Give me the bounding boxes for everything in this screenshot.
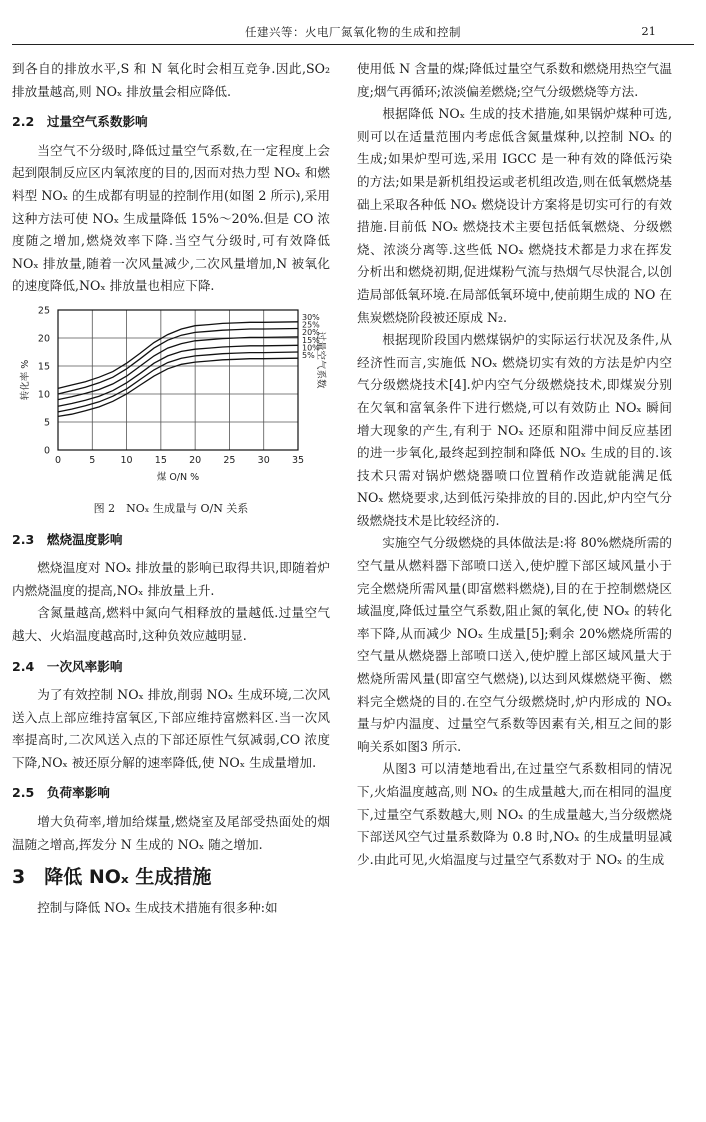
figure-2-caption: 图 2 NOₓ 生成量与 O/N 关系 [93, 501, 249, 515]
x-tick-label: 35 [291, 454, 305, 466]
x-tick-label: 10 [120, 454, 133, 466]
y-tick-label: 5 [43, 417, 50, 429]
series-line-15pct [58, 345, 298, 406]
section-2-4-heading: 2.4 一次风率影响 [12, 658, 123, 674]
x-axis-label: 煤 O/N % [156, 471, 200, 483]
paragraph: 燃烧温度对 NOₓ 排放量的影响已取得共识,即随着炉内燃烧温度的提高,NOₓ 排放量上升. [12, 560, 330, 598]
paragraph: 含氮量越高,燃料中氮向气相释放的量越低.过量空气越大、火焰温度越高时,这种负效应越明显. [12, 605, 330, 643]
running-header [0, 0, 706, 44]
paragraph: 控制与降低 NOₓ 生成技术措施有很多种:如 [37, 899, 278, 915]
paragraph: 当空气不分级时,降低过量空气系数,在一定程度上会起到限制反应区内氧浓度的目的,因而对热力型 NOₓ 和燃料型 NOₓ 的生成都有明显的控制作用(如图 2 所示),采用这种方法可使 NOₓ 生成量降低 15%～20%.但是 CO 浓度随之增加,燃烧效率下降.当空气分级时,可有效降低 NOₓ 排放量,随着一次风量减少,二次风量增加,N 被氧化的速度降低,NOₓ 排放量也相应下降. [12, 142, 330, 294]
legend-label: 5% [302, 350, 315, 360]
paragraph: 实施空气分级燃烧的具体做法是:将 80%燃烧所需的空气量从燃料器下部喷口送入,使炉膛下部区域风量小于完全燃烧所需风量(即富燃料燃烧),目的在于控制燃烧区域温度,降低过量空气系数,阻止氮的氧化,使 NOₓ 的转化率下降,从而减少 NOₓ 生成量[5];剩余 20%燃烧所需的空气量从燃烧器上部喷口送入,使炉膛上部区域风量大于燃烧所需风量(即富空气燃烧),以达到风煤燃烧平衡、燃料完全燃烧的目的.在空气分级燃烧时,炉内形成的 NOₓ 量与炉内温度、过量空气系数等因素有关,相互之间的影响关系如图3 所示. [357, 535, 672, 754]
series-line-10pct [58, 352, 298, 412]
header-title: 任建兴等：火电厂氮氧化物的生成和控制 [245, 25, 461, 39]
right-column [357, 58, 672, 871]
section-2-5-heading: 2.5 负荷率影响 [12, 785, 110, 801]
section-3-heading: 3 降低 NOₓ 生成措施 [12, 866, 212, 889]
figure-2 [12, 304, 330, 494]
x-tick-label: 25 [223, 454, 236, 466]
header-rule [12, 44, 694, 45]
paragraph: 为了有效控制 NOₓ 排放,削弱 NOₓ 生成环境,二次风送入点上部应维持富氧区,下部应维持富燃料区.当一次风率提高时,二次风送入点的下部还原性气氛减弱,CO 浓度下降,NOₓ 被还原分解的速率降低,使 NOₓ 生成量增加. [12, 687, 330, 770]
left-column [12, 58, 330, 919]
paragraph: 使用低 N 含量的煤;降低过量空气系数和燃烧用热空气温度;烟气再循环;浓淡偏差燃烧;空气分级燃烧等方法. [357, 61, 672, 99]
paragraph: 根据现阶段国内燃煤锅炉的实际运行状况及条件,从经济性而言,实施低 NOₓ 燃烧切实有效的方法是炉内空气分级燃烧技术[4].炉内空气分级燃烧技术,即煤炭分别在欠氧和富氧条件下进行燃烧,可以有效防止 NOₓ 瞬间增大现象的产生,有利于 NOₓ 还原和阻滞中间反应基团的进一步氧化,最终起到控制和降低 NOₓ 生成的目的.该技术只需对锅炉燃烧器喷口位置稍作改造就能满足低 NOₓ 燃烧要求,达到低污染排放的目的.因此,炉内空气分级燃烧技术是比较经济的. [357, 332, 672, 528]
y-axis-label: 转化率 % [20, 359, 31, 401]
x-tick-label: 20 [189, 454, 202, 466]
y-tick-label: 20 [37, 333, 50, 345]
right-axis-label: 过量空气系数 [315, 331, 326, 389]
legend-label: 30% [302, 312, 320, 322]
paragraph: 增大负荷率,增加给煤量,燃烧室及尾部受热面处的烟温随之增高,挥发分 N 生成的 NOₓ 随之增加. [12, 814, 330, 852]
x-tick-label: 0 [54, 454, 62, 466]
page-number: 21 [641, 24, 656, 38]
series-line-5pct [58, 358, 298, 416]
paragraph: 根据降低 NOₓ 生成的技术措施,如果锅炉煤种可选,则可以在适量范围内考虑低含氮量煤种,以控制 NOₓ 的生成;如果炉型可选,采用 IGCC 是一种有效的降低污染的方法;如果是新机组投运或老机组改造,则在低氧燃烧基础上采取各种低 NOₓ 燃烧设计方案将是切实可行的有效措施.目前低 NOₓ 燃烧技术主要包括低氧燃烧、分级燃烧、浓淡分离等.这些低 NOₓ 燃烧技术都是力求在挥发分析出和燃烧初期,促进煤粉气流与热烟气尽快混合,以创造局部低氧环境.在局部低氧环境中,使前期生成的 NO 在焦炭燃烧阶段被还原成 N₂. [357, 106, 672, 325]
legend-label: 25% [302, 320, 320, 330]
legend-label: 20% [302, 328, 320, 338]
paragraph: 到各自的排放水平,S 和 N 氧化时会相互竞争.因此,SO₂ 排放量越高,则 NOₓ 排放量会相应降低. [12, 61, 330, 99]
y-tick-label: 25 [37, 305, 50, 317]
y-tick-label: 10 [37, 389, 50, 401]
y-tick-label: 0 [43, 445, 50, 457]
legend-label: 15% [302, 335, 320, 345]
x-tick-label: 5 [89, 454, 96, 466]
paragraph: 从图3 可以清楚地看出,在过量空气系数相同的情况下,火焰温度越高,则 NOₓ 的生成量越大,而在相同的温度下,过量空气系数越大,则 NOₓ 的生成量越大,当分级燃烧下部送风空气过量系数降为 0.8 时,NOₓ 的生成量明显减少.由此可见,火焰温度与过量空气系数对于 NOₓ 的生成 [357, 761, 672, 867]
x-tick-label: 30 [257, 454, 270, 466]
section-2-2-heading: 2.2 过量空气系数影响 [12, 114, 148, 130]
section-2-3-heading: 2.3 燃烧温度影响 [12, 531, 123, 547]
series-line-30pct [58, 322, 298, 389]
y-tick-label: 15 [37, 361, 50, 373]
legend-label: 10% [302, 343, 320, 353]
x-tick-label: 15 [154, 454, 167, 466]
nox-chart [12, 304, 330, 494]
